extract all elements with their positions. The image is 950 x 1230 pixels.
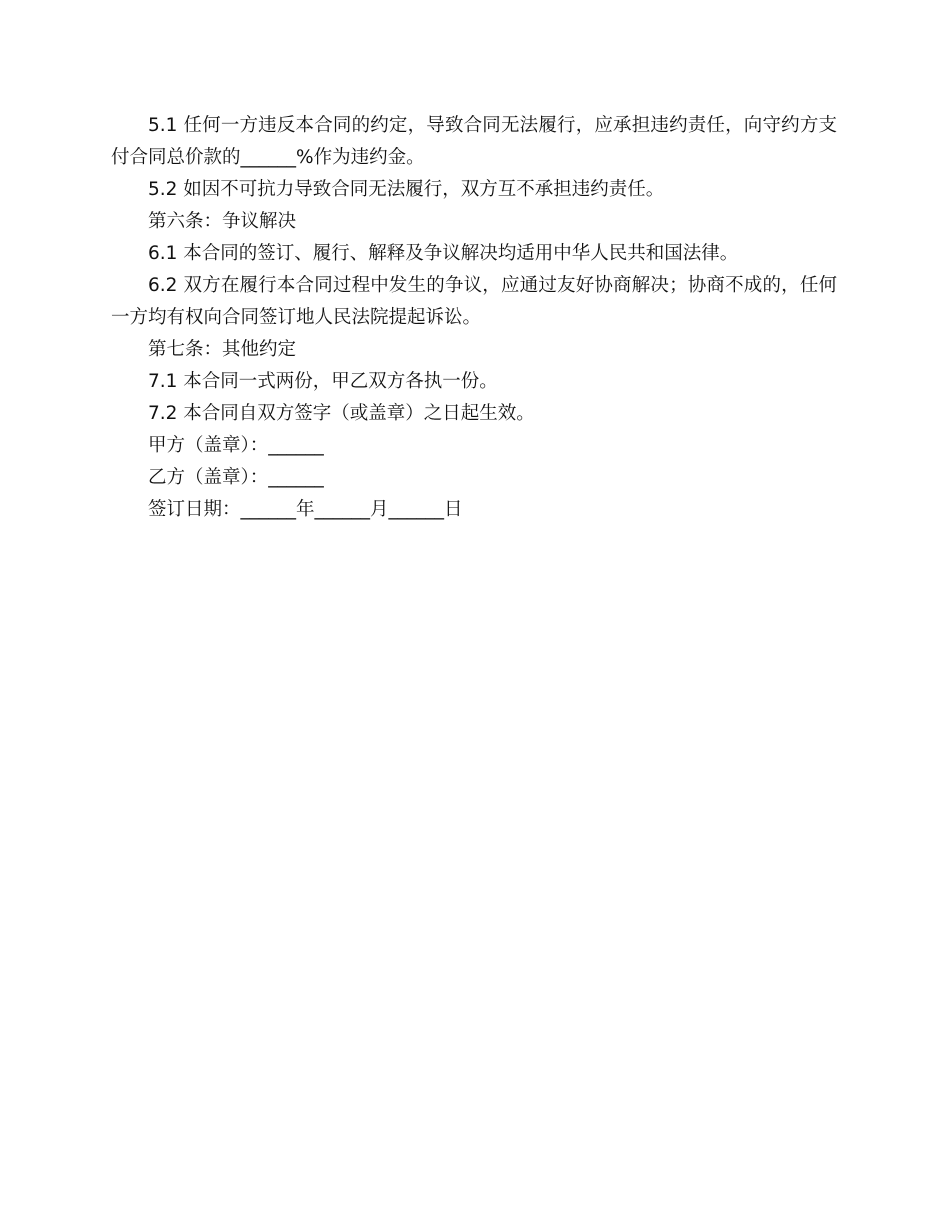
clause-5-2: 5.2 如因不可抗力导致合同无法履行，双方互不承担违约责任。 — [148, 179, 665, 200]
party-b-signature-line: 乙方（盖章）：______ — [148, 467, 324, 488]
article-6-heading: 第六条：争议解决 — [148, 211, 297, 232]
document-page — [111, 110, 837, 526]
clause-5-1: 5.1 任何一方违反本合同的约定，导致合同无法履行，应承担违约责任，向守约方支付合同总价款的______%作为违约金。 — [111, 115, 837, 168]
clause-6-1: 6.1 本合同的签订、履行、解释及争议解决均适用中华人民共和国法律。 — [148, 243, 739, 264]
clause-6-2: 6.2 双方在履行本合同过程中发生的争议，应通过友好协商解决；协商不成的，任何一方均有权向合同签订地人民法院提起诉讼。 — [111, 275, 837, 328]
article-7-heading: 第七条：其他约定 — [148, 339, 297, 360]
clause-7-1: 7.1 本合同一式两份，甲乙双方各执一份。 — [148, 371, 498, 392]
signing-date-line: 签订日期：______年______月______日 — [148, 499, 463, 520]
party-a-signature-line: 甲方（盖章）：______ — [148, 435, 324, 456]
clause-7-2: 7.2 本合同自双方签字（或盖章）之日起生效。 — [148, 403, 535, 424]
